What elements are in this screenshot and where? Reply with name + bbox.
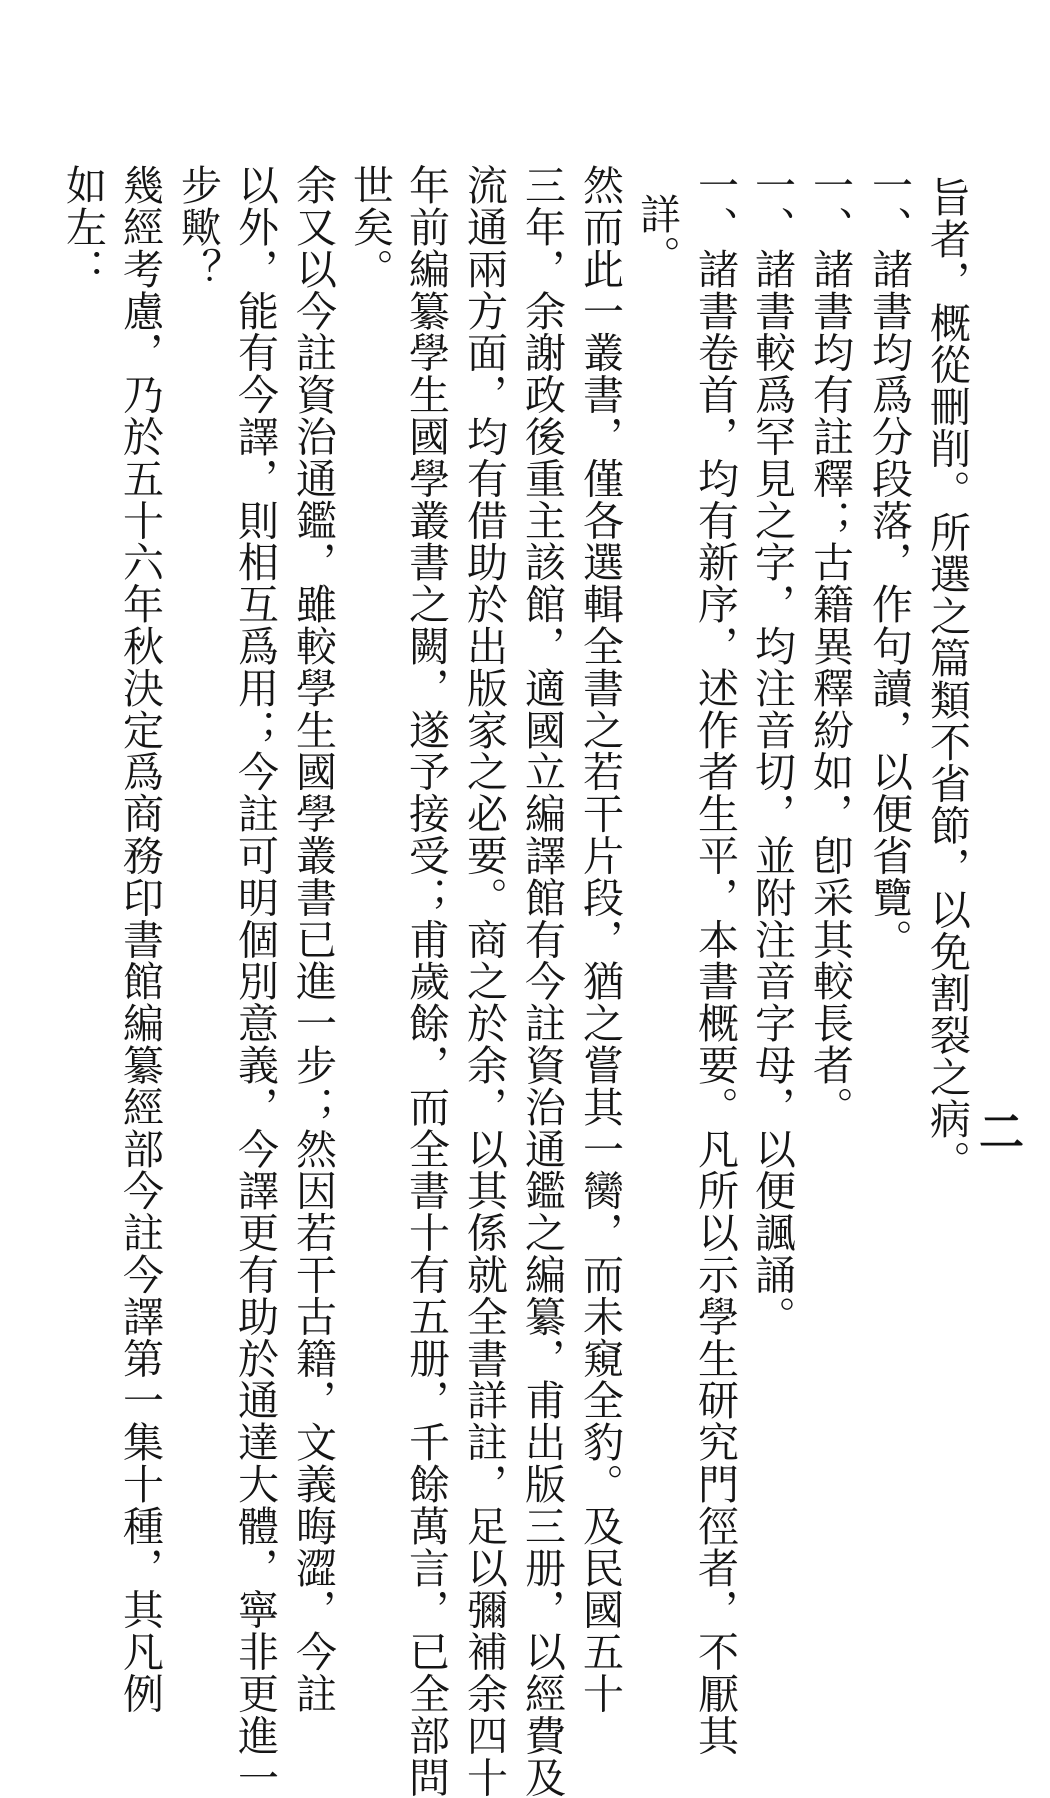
- text-column-3: 一、諸書均有註釋；古籍異釋紛如，卽采其較長者。: [806, 164, 854, 1128]
- text-column-15: 幾經考慮，乃於五十六年秋決定爲商務印書館編纂經部今註今譯第一集十種，其凡例: [116, 164, 164, 1715]
- text-column-14: 步歟？: [174, 164, 222, 290]
- text-column-9: 流通兩方面，均有借助於出版家之必要。商之於余，以其係就全書詳註，足以彌補余四十: [460, 164, 508, 1798]
- text-column-2: 一、諸書均爲分段落，作句讀，以便省覽。: [865, 164, 913, 961]
- text-column-11: 世矣。: [346, 164, 394, 290]
- text-column-8: 三年，余謝政後重主該館，適國立編譯館有今註資治通鑑之編纂，甫出版三册，以經費及: [518, 164, 566, 1798]
- text-column-5: 一、諸書卷首，均有新序，述作者生平，本書概要。凡所以示學生研究門徑者，不厭其: [691, 164, 739, 1757]
- text-column-7: 然而此一叢書，僅各選輯全書之若干片段，猶之嘗其一臠，而未窺全豹。及民國五十: [576, 164, 624, 1715]
- text-column-4: 一、諸書較爲罕見之字，均注音切，並附注音字母，以便諷誦。: [748, 164, 796, 1338]
- text-column-6: 詳。: [633, 193, 681, 277]
- text-column-1: 旨者，概從刪削。所選之篇類不省節，以免割裂之病。: [923, 176, 971, 1182]
- text-column-10: 年前編纂學生國學叢書之闕，遂予接受；甫歲餘，而全書十有五册，千餘萬言，已全部問: [402, 164, 450, 1798]
- text-column-16: 如左：: [59, 164, 107, 290]
- page-number: 二: [971, 1108, 1024, 1153]
- text-column-13: 以外，能有今譯，則相互爲用；今註可明個別意義，今譯更有助於通達大體，寧非更進一: [231, 164, 279, 1798]
- text-column-12: 余又以今註資治通鑑，雖較學生國學叢書已進一步；然因若干古籍，文義晦澀，今註: [289, 164, 337, 1715]
